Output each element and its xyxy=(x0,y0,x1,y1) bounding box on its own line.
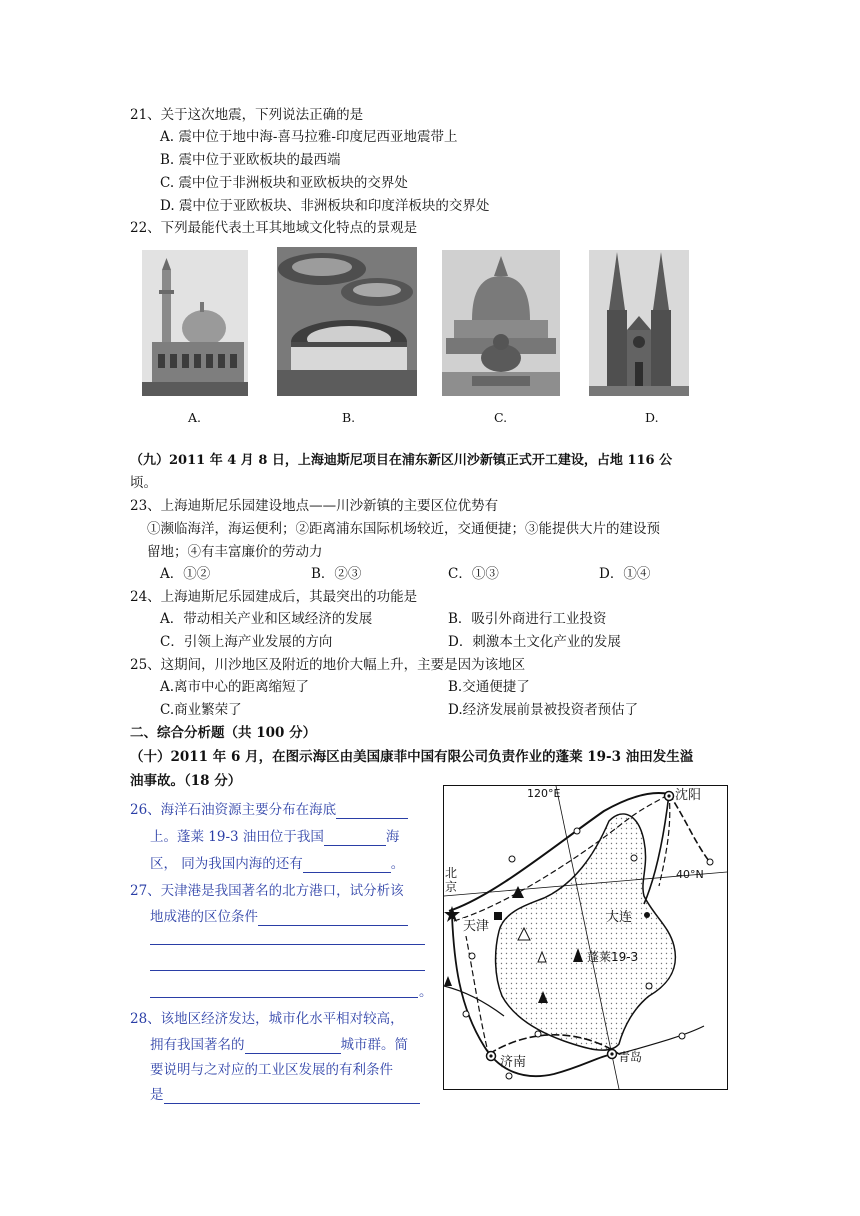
caption-d: D. xyxy=(645,410,659,425)
caption-c: C. xyxy=(494,410,508,425)
q25-stem: 25、这期间，川沙地区及附近的地价大幅上升，主要是因为该地区 xyxy=(130,657,526,673)
section10-line2: 油事故。（18 分） xyxy=(130,773,242,789)
q28-blank-1[interactable] xyxy=(245,1038,341,1054)
q27-end: 。 xyxy=(419,984,433,1000)
map-city-dalian: 大连 xyxy=(606,910,633,925)
map-lat-label: 40°N xyxy=(676,868,704,881)
q26-line1 xyxy=(130,801,408,819)
q24-option-a: A．带动相关产业和区域经济的发展 xyxy=(160,611,373,627)
q28-line1: 28、该地区经济发达，城市化水平相对较高， xyxy=(130,1011,404,1027)
q24-option-d: D．刺激本土文化产业的发展 xyxy=(448,634,621,650)
section9-line1: （九）2011 年 4 月 8 日，上海迪斯尼项目在浦东新区川沙新镇正式开工建设，占地 116 公 xyxy=(130,453,673,468)
q23-text2: 留地；④有丰富廉价的劳动力 xyxy=(147,544,323,560)
q23-text1: ①濒临海洋，海运便利；②距离浦东国际机场较近，交通便捷；③能提供大片的建设预 xyxy=(147,521,660,537)
q26-blank-3[interactable] xyxy=(303,857,391,873)
q23-option-c: C．①③ xyxy=(448,566,499,582)
caption-a: A. xyxy=(188,410,202,425)
part2-title: 二、综合分析题（共 100 分） xyxy=(130,725,317,741)
q28-line3: 要说明与之对应的工业区发展的有利条件 xyxy=(150,1062,393,1078)
q25-option-a: A.离市中心的距离缩短了 xyxy=(160,679,310,695)
map-oilfield-label: 蓬莱19-3 xyxy=(587,950,639,964)
section9-line2: 顷。 xyxy=(130,475,157,491)
q26-text2b: 海 xyxy=(385,829,400,845)
q28-text2a: 拥有我国著名的 xyxy=(150,1037,245,1053)
map-city-shenyang: 沈阳 xyxy=(675,788,702,803)
map-city-beijing: 北京 xyxy=(445,866,458,894)
q28-line2 xyxy=(150,1036,408,1054)
q23-option-d: D．①④ xyxy=(599,566,651,582)
q26-blank-1[interactable] xyxy=(336,803,408,819)
q26-blank-2[interactable] xyxy=(324,830,386,846)
tulou-photo xyxy=(277,247,417,396)
q24-stem: 24、上海迪斯尼乐园建成后，其最突出的功能是 xyxy=(130,589,418,605)
q28-text4: 是 xyxy=(150,1087,164,1103)
q27-blank-3[interactable] xyxy=(150,970,425,971)
cathedral-photo xyxy=(589,250,689,396)
q27-line1: 27、天津港是我国著名的北方港口，试分析该 xyxy=(130,883,404,899)
q26-line2 xyxy=(150,828,399,846)
q25-option-d: D.经济发展前景被投资者预估了 xyxy=(448,702,639,718)
section10-line1: （十）2011 年 6 月，在图示海区由美国康菲中国有限公司负责作业的蓬莱 19-3 油田发生溢 xyxy=(130,749,694,765)
q23-option-a: A．①② xyxy=(160,566,211,582)
map-lon-label: 120°E xyxy=(527,787,561,800)
q27-blank-1[interactable] xyxy=(258,910,408,926)
map-city-jinan: 济南 xyxy=(500,1055,527,1070)
q28-line4 xyxy=(150,1086,420,1104)
q28-blank-2[interactable] xyxy=(164,1088,420,1104)
q23-option-b: B．②③ xyxy=(311,566,362,582)
q27-text2: 地成港的区位条件 xyxy=(150,909,258,925)
q27-line2 xyxy=(150,908,408,926)
q24-option-b: B．吸引外商进行工业投资 xyxy=(448,611,607,627)
q26-text2a: 上。蓬莱 19-3 油田位于我国 xyxy=(150,829,324,845)
q26-text1: 26、海洋石油资源主要分布在海底 xyxy=(130,802,337,818)
q26-text3a: 区， 同为我国内海的还有 xyxy=(150,856,303,872)
q21-option-c: C. 震中位于非洲板块和亚欧板块的交界处 xyxy=(160,175,408,191)
stupa-photo xyxy=(442,250,560,396)
map-city-tianjin: 天津 xyxy=(463,919,490,934)
q25-option-c: C.商业繁荣了 xyxy=(160,702,242,718)
q27-blank-4[interactable] xyxy=(150,997,418,998)
q26-line3 xyxy=(150,855,404,873)
q21-stem: 21、关于这次地震，下列说法正确的是 xyxy=(130,107,364,123)
q23-stem: 23、上海迪斯尼乐园建设地点——川沙新镇的主要区位优势有 xyxy=(130,498,499,514)
q22-stem: 22、下列最能代表土耳其地域文化特点的景观是 xyxy=(130,220,418,236)
q25-option-b: B.交通便捷了 xyxy=(448,679,530,695)
q28-text2b: 城市群。简 xyxy=(340,1037,408,1053)
map-city-qingdao: 青岛 xyxy=(618,1050,643,1064)
q21-option-b: B. 震中位于亚欧板块的最西端 xyxy=(160,152,341,168)
q27-blank-2[interactable] xyxy=(150,944,425,945)
q26-text3b: 。 xyxy=(390,856,405,872)
mosque-photo xyxy=(142,250,248,396)
q24-option-c: C．引领上海产业发展的方向 xyxy=(160,634,333,650)
q21-option-a: A. 震中位于地中海-喜马拉雅-印度尼西亚地震带上 xyxy=(160,129,458,145)
caption-b: B. xyxy=(342,410,356,425)
q21-option-d: D. 震中位于亚欧板块、非洲板块和印度洋板块的交界处 xyxy=(160,198,490,214)
bohai-map xyxy=(443,785,728,1090)
